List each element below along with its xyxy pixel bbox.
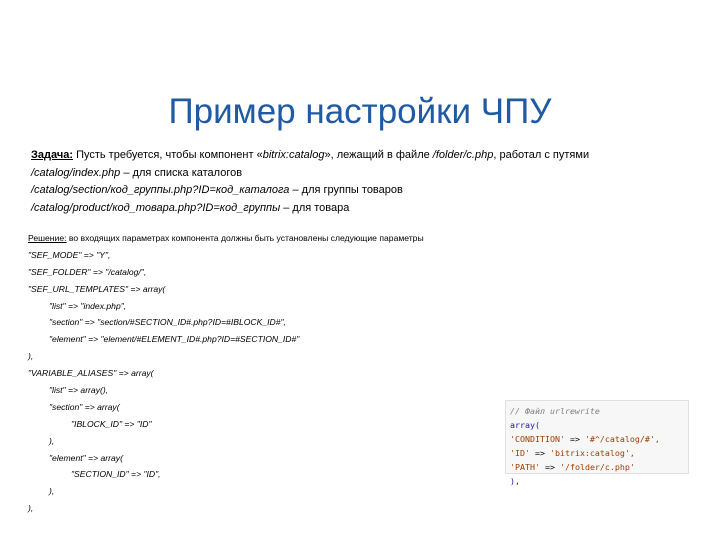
code-line <box>510 460 688 474</box>
solution-line: "list" => "index.php", <box>49 300 127 311</box>
solution-line: ), <box>28 503 34 514</box>
component-name: bitrix:catalog <box>262 149 325 161</box>
task-label: Задача: <box>31 149 74 161</box>
path-desc: – для списка каталогов <box>120 166 243 179</box>
solution-line: "section" => array( <box>49 401 120 412</box>
code-line <box>510 446 688 460</box>
code-value: '#^/catalog/#', <box>584 434 660 444</box>
code-arrow: => <box>529 448 550 458</box>
solution-line: ), <box>49 486 55 497</box>
solution-line: "SEF_FOLDER" => "/catalog/", <box>28 266 147 277</box>
code-key: 'CONDITION' <box>510 434 565 444</box>
path-section: /catalog/section/код_группы.php?ID=код_каталога <box>31 184 290 196</box>
task-line-2 <box>31 165 589 183</box>
task-line-4 <box>31 200 589 218</box>
code-line: ), <box>510 476 520 486</box>
solution-line: "section" => "section/#SECTION_ID#.php?ID=#IBLOCK_ID#", <box>49 317 286 328</box>
code-snippet-image <box>505 400 689 486</box>
code-arrow: => <box>564 434 585 444</box>
task-text-part: , работал с путями <box>493 149 590 161</box>
solution-line: "element" => "element/#ELEMENT_ID#.php?ID=#SECTION_ID#" <box>49 334 300 345</box>
solution-line: "SECTION_ID" => "ID", <box>71 469 161 480</box>
path-element: /catalog/product/код_товара.php?ID=код_группы <box>31 201 281 214</box>
code-key: 'PATH' <box>510 462 540 472</box>
file-path: /folder/c.php <box>432 149 494 161</box>
code-line: array( <box>510 420 540 430</box>
code-value: '/folder/c.php' <box>559 462 635 472</box>
solution-intro <box>28 230 424 247</box>
path-desc: – для группы товаров <box>289 184 403 196</box>
path-desc: – для товара <box>280 201 350 214</box>
solution-line: ), <box>49 435 55 446</box>
solution-line: "SEF_MODE" => "Y", <box>28 249 111 260</box>
solution-line: "SEF_URL_TEMPLATES" => array( <box>28 283 166 294</box>
solution-text <box>28 230 424 517</box>
task-line-1 <box>31 147 589 165</box>
code-arrow: => <box>539 462 560 472</box>
solution-line: "element" => array( <box>49 452 123 463</box>
slide-title: Пример настройки ЧПУ <box>168 92 552 131</box>
solution-label: Решение: <box>28 233 67 243</box>
solution-line: "VARIABLE_ALIASES" => array( <box>28 368 154 379</box>
solution-line: ), <box>28 351 34 362</box>
solution-line: "IBLOCK_ID" => "ID" <box>71 418 152 429</box>
code-value: 'bitrix:catalog', <box>549 448 635 458</box>
task-line-3 <box>31 182 589 200</box>
code-key: 'ID' <box>510 448 530 458</box>
task-text-part: Пусть требуется, чтобы компонент « <box>73 149 263 161</box>
solution-intro-text: во входящих параметрах компонента должны быть установлены следующие параметры <box>66 233 424 243</box>
task-text-part: », лежащий в файле <box>324 149 433 161</box>
code-line <box>510 432 688 446</box>
code-comment: // Файл urlrewrite <box>510 406 600 416</box>
task-text <box>31 147 589 217</box>
solution-line: "list" => array(), <box>49 385 109 396</box>
path-list: /catalog/index.php <box>31 166 121 179</box>
